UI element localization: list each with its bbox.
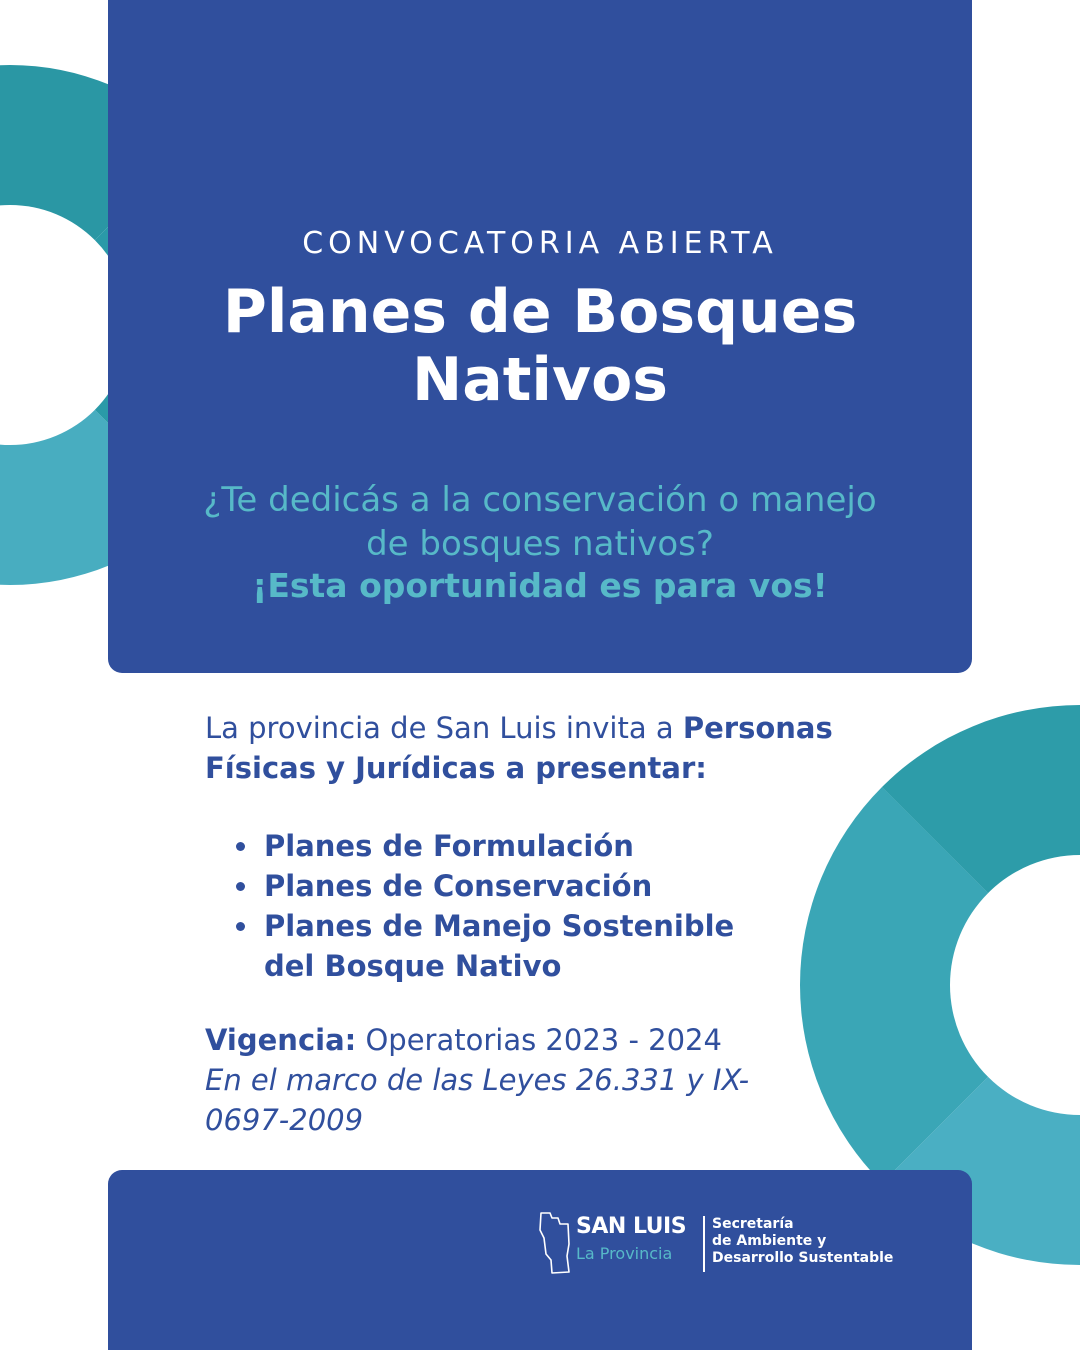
cta-text: ¡Esta oportunidad es para vos! [252, 566, 828, 605]
intro-bold: Personas Físicas y Jurídicas a presentar: [205, 711, 833, 785]
secretaria-name [712, 1216, 893, 1267]
province-map-icon [538, 1210, 572, 1276]
list-item: Planes de Formulación [232, 826, 792, 866]
plans-list [232, 826, 792, 986]
leyes-text: En el marco de las Leyes 26.331 y IX-0697-2009 [205, 1063, 750, 1137]
logo-sub-text: La Provincia [576, 1244, 673, 1263]
list-item: Planes de Manejo Sostenible del Bosque Nativo [232, 906, 792, 986]
page-title [108, 278, 972, 414]
question-line-2: de bosques nativos? [366, 524, 714, 564]
intro-plain: La provincia de San Luis invita a [205, 711, 683, 745]
org-line-2: de Ambiente y [712, 1233, 827, 1249]
logo-divider [703, 1216, 705, 1272]
vigencia-label: Vigencia: [205, 1023, 357, 1057]
san-luis-logo [538, 1210, 918, 1278]
question-text [108, 478, 972, 566]
title-line-2: Nativos [412, 345, 668, 415]
org-line-3: Desarrollo Sustentable [712, 1250, 894, 1266]
org-line-1: Secretaría [712, 1216, 794, 1232]
vigencia-value: Operatorias 2023 - 2024 [356, 1023, 722, 1057]
list-item: Planes de Conservación [232, 866, 792, 906]
logo-main-text: SAN LUIS [576, 1214, 687, 1239]
vigencia-line [205, 1020, 825, 1060]
question-line-1: ¿Te dedicás a la conservación o manejo [203, 480, 877, 520]
intro-paragraph [205, 708, 885, 788]
title-line-1: Planes de Bosques [222, 277, 858, 347]
kicker-text: CONVOCATORIA ABIERTA [302, 226, 778, 261]
